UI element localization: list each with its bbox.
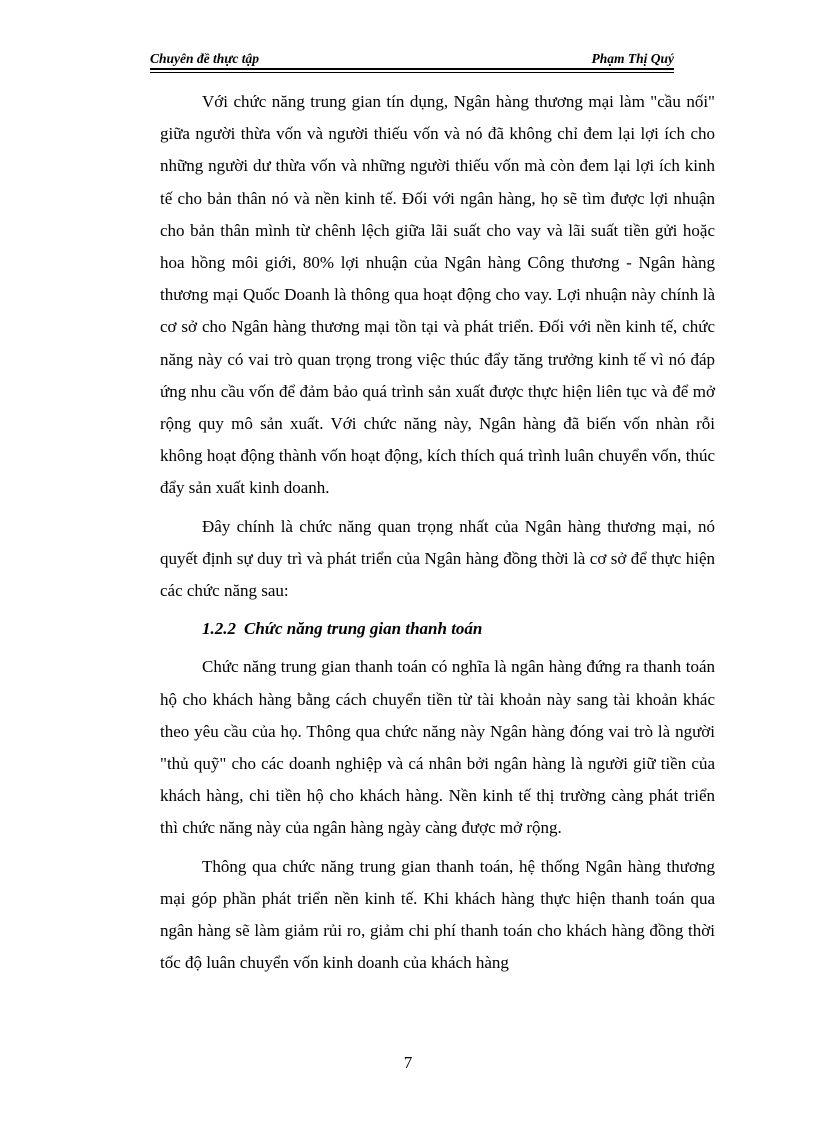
page-header bbox=[150, 47, 674, 71]
section-heading bbox=[160, 613, 715, 645]
header-rule-thin bbox=[150, 72, 674, 73]
header-rule-thick bbox=[150, 68, 674, 70]
section-title: Chức năng trung gian thanh toán bbox=[244, 619, 483, 639]
section-number: 1.2.2 bbox=[202, 619, 236, 639]
page-number: 7 bbox=[403, 1053, 413, 1072]
header-title: Chuyên đề thực tập bbox=[150, 51, 259, 66]
paragraph-importance: Đây chính là chức năng quan trọng nhất của Ngân hàng thương mại, nó quyết định sự duy trì và phát triển của Ngân hàng đồng thời là cơ sở để thực hiện các chức năng sau: bbox=[160, 516, 715, 601]
body-text bbox=[160, 86, 715, 979]
paragraph-credit-intermediary: Với chức năng trung gian tín dụng, Ngân hàng thương mại làm "cầu nối" giữa người thừa vốn và người thiếu vốn và nó đã không chỉ đem lại lợi ích cho những người dư thừa vốn và những người thiếu vốn mà còn đem lại lợi ích kinh tế cho bản thân nó và nền kinh tế. Đối với ngân hàng, họ sẽ tìm được lợi nhuận cho bản thân mình từ chênh lệch giữa lãi suất cho vay và lãi suất tiền gửi hoặc hoa hồng môi giới, 80% lợi nhuận của Ngân hàng Công thương - Ngân hàng thương mại Quốc Doanh là thông qua hoạt động cho vay. Lợi nhuận này chính là cơ sở cho Ngân hàng thương mại tồn tại và phát triển. Đối với nền kinh tế, chức năng này có vai trò quan trọng trong việc thúc đẩy tăng trưởng kinh tế vì nó đáp ứng nhu cầu vốn để đảm bảo quá trình sản xuất được thực hiện liên tục và để mở rộng quy mô sản xuất. Với chức năng này, Ngân hàng đã biến vốn nhàn rỗi không hoạt động thành vốn hoạt động, kích thích quá trình luân chuyển vốn, thúc đẩy sản xuất kinh doanh. bbox=[160, 92, 715, 498]
paragraph-payment-intermediary: Chức năng trung gian thanh toán có nghĩa là ngân hàng đứng ra thanh toán hộ cho khách hàng bằng cách chuyển tiền từ tài khoản này sang tài khoản khác theo yêu cầu của họ. Thông qua chức năng này Ngân hàng đóng vai trò là người "thủ quỹ" cho các doanh nghiệp và cá nhân bởi ngân hàng là người giữ tiền của khách hàng, chi tiền hộ cho khách hàng. Nền kinh tế thị trường càng phát triển thì chức năng này của ngân hàng ngày càng được mở rộng. bbox=[160, 657, 715, 838]
header-author: Phạm Thị Quý bbox=[591, 51, 674, 66]
paragraph-payment-benefits: Thông qua chức năng trung gian thanh toán, hệ thống Ngân hàng thương mại góp phần phát triển nền kinh tế. Khi khách hàng thực hiện thanh toán qua ngân hàng sẽ làm giảm rủi ro, giảm chi phí thanh toán cho khách hàng đồng thời tốc độ luân chuyển vốn kinh doanh của khách hàng bbox=[160, 856, 715, 973]
